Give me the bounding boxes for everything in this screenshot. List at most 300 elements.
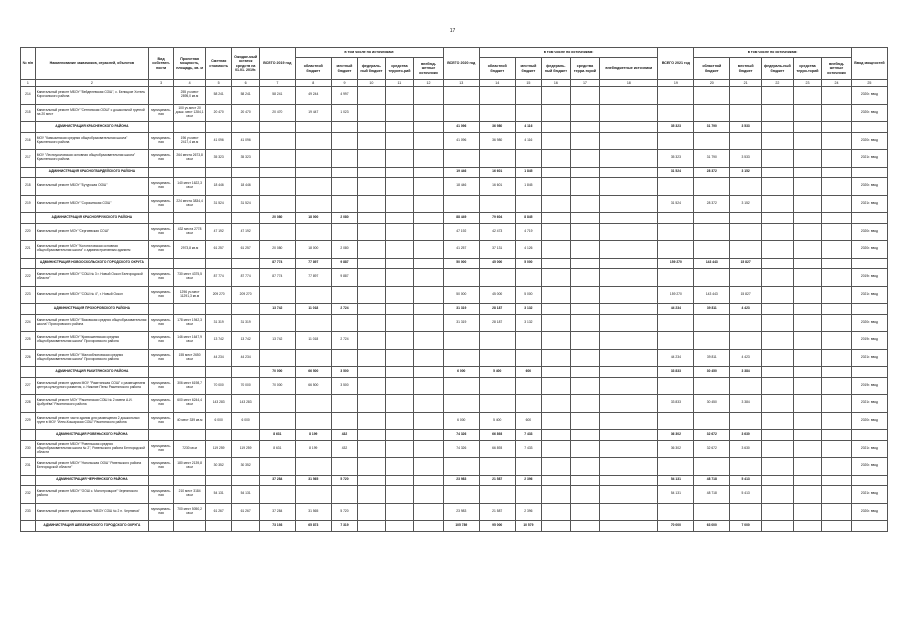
remaining-funds: 35 323 — [232, 150, 259, 168]
federal-2019 — [358, 475, 385, 486]
nonbudget-2021 — [822, 241, 852, 259]
row-number — [21, 430, 36, 441]
territories-2019 — [385, 503, 414, 521]
regional-2021 — [694, 104, 730, 122]
local-2019: 3 500 — [331, 377, 357, 395]
federal-2019 — [358, 377, 385, 395]
col-total-2021: ВСЕГО 2021 год — [658, 48, 694, 80]
local-2020: 5 000 — [515, 258, 541, 269]
incl-label-2021: в том числе по источникам: — [694, 48, 852, 58]
ownership: муниципаль-ная — [148, 241, 173, 259]
remaining-funds: 58 241 — [232, 87, 259, 105]
nonbudget-2021 — [822, 223, 852, 241]
regional-2020: 36 980 — [479, 122, 515, 133]
regional-2021: 28 372 — [694, 167, 730, 178]
commission-year: 2020г. ввод — [851, 412, 887, 430]
commission-year: 2020г. ввод — [851, 241, 887, 259]
federal-2020 — [542, 132, 571, 150]
territories-2020 — [570, 258, 600, 269]
territories-2021 — [793, 269, 822, 287]
remaining-funds: 31 524 — [232, 195, 259, 213]
territories-2020 — [570, 430, 600, 441]
table-row — [21, 269, 888, 287]
regional-2019 — [295, 486, 331, 504]
estimated-cost: 13 742 — [205, 332, 231, 350]
remaining-funds: 30 352 — [232, 458, 259, 476]
territories-2021 — [793, 503, 822, 521]
federal-2021 — [761, 223, 793, 241]
regional-2020: 16 601 — [479, 178, 515, 196]
remaining-funds: 47 192 — [232, 223, 259, 241]
regional-2019: 11 018 — [295, 332, 331, 350]
total-2019 — [259, 167, 295, 178]
remaining-funds: 119 259 — [232, 440, 259, 458]
local-2021: 7 000 — [730, 521, 762, 532]
total-2020: 105 789 — [443, 521, 479, 532]
territories-2021 — [793, 122, 822, 133]
regional-2021 — [694, 178, 730, 196]
total-2020 — [443, 195, 479, 213]
row-number: 219 — [21, 195, 36, 213]
local-2020: 1 845 — [515, 178, 541, 196]
commission-year — [851, 213, 887, 224]
federal-2019 — [358, 223, 385, 241]
commission-year — [851, 167, 887, 178]
regional-2021: 143 443 — [694, 258, 730, 269]
total-2020: 6 000 — [443, 367, 479, 378]
object-name: Капитальный ремонт МБОУ "Нагольская ООШ" Ровеньского района Белгородской области" — [35, 458, 148, 476]
total-2019: 70 000 — [259, 377, 295, 395]
federal-2020 — [542, 377, 571, 395]
estimated-cost: 18 446 — [205, 178, 231, 196]
federal-2020 — [542, 150, 571, 168]
col-capacity: Проектная мощность, площадь, кв. м — [174, 48, 206, 80]
nonbudget-2020 — [600, 241, 658, 259]
regional-2020: 66 893 — [479, 430, 515, 441]
ownership: муниципаль-ная — [148, 104, 173, 122]
regional-2021 — [694, 223, 730, 241]
regional-2021: 32 672 — [694, 440, 730, 458]
empty-cell — [174, 122, 206, 133]
local-2019 — [331, 178, 357, 196]
incl-label-2020: в том числе по источникам: — [479, 48, 658, 58]
local-2019: 9 887 — [331, 269, 357, 287]
local-2020: 2 396 — [515, 503, 541, 521]
regional-2021 — [694, 412, 730, 430]
empty-cell — [232, 167, 259, 178]
territories-2020 — [570, 304, 600, 315]
federal-2020 — [542, 223, 571, 241]
federal-2020 — [542, 395, 571, 413]
local-2019 — [331, 458, 357, 476]
nonbudget-2020 — [600, 223, 658, 241]
nonbudget-2021 — [822, 440, 852, 458]
row-number: 226 — [21, 349, 36, 367]
total-2019 — [259, 314, 295, 332]
local-2019 — [331, 223, 357, 241]
territories-2021 — [793, 87, 822, 105]
src-local-2021: местный бюджет — [730, 58, 762, 80]
local-2019 — [331, 286, 357, 304]
capacity: 224 места 3834,4 кв.м — [174, 195, 206, 213]
federal-2021 — [761, 304, 793, 315]
nonbudget-2020 — [600, 332, 658, 350]
regional-2020: 5 400 — [479, 367, 515, 378]
regional-2021 — [694, 332, 730, 350]
column-number: 25 — [851, 80, 887, 87]
territories-2020 — [570, 150, 600, 168]
nonbudget-2020 — [600, 349, 658, 367]
federal-2020 — [542, 104, 571, 122]
territories-2020 — [570, 314, 600, 332]
estimated-cost: 209 270 — [205, 286, 231, 304]
row-number — [21, 213, 36, 224]
local-2020 — [515, 150, 541, 168]
territories-2021 — [793, 241, 822, 259]
nonbudget-2021 — [822, 521, 852, 532]
total-2020: 19 446 — [443, 167, 479, 178]
object-name: Капитальный ремонт МБОУ "СОШ № 3 г. Новый Оскол Белгородской области" — [35, 269, 148, 287]
total-2019: 73 193 — [259, 521, 295, 532]
nonbudget-2019 — [414, 150, 444, 168]
federal-2020 — [542, 167, 571, 178]
remaining-funds: 87 774 — [232, 269, 259, 287]
local-2021 — [730, 314, 762, 332]
nonbudget-2021 — [822, 195, 852, 213]
row-number: 222 — [21, 269, 36, 287]
total-2020: 18 446 — [443, 178, 479, 196]
regional-2020 — [479, 269, 515, 287]
remaining-funds: 6 000 — [232, 412, 259, 430]
row-number: 224 — [21, 314, 36, 332]
capacity: 255 уч.мест 2895,0 кв.м — [174, 87, 206, 105]
total-2020 — [443, 269, 479, 287]
empty-cell — [174, 213, 206, 224]
nonbudget-2021 — [822, 104, 852, 122]
total-2021: 33 833 — [658, 395, 694, 413]
total-2020: 74 326 — [443, 440, 479, 458]
federal-2021 — [761, 486, 793, 504]
row-number — [21, 167, 36, 178]
local-2020 — [515, 458, 541, 476]
local-2020: 8 845 — [515, 213, 541, 224]
nonbudget-2019 — [414, 367, 444, 378]
ownership: муниципаль-ная — [148, 412, 173, 430]
commission-year: 2021г. ввод — [851, 195, 887, 213]
territories-2020 — [570, 412, 600, 430]
nonbudget-2020 — [600, 503, 658, 521]
regional-2019: 65 873 — [295, 521, 331, 532]
ownership: муниципаль-ная — [148, 332, 173, 350]
empty-cell — [205, 430, 231, 441]
local-2019: 2 724 — [331, 332, 357, 350]
nonbudget-2019 — [414, 486, 444, 504]
empty-cell — [148, 430, 173, 441]
ownership: муниципаль-ная — [148, 486, 173, 504]
capacity: 700 мест 5050,2 кв.м — [174, 503, 206, 521]
local-2020 — [515, 486, 541, 504]
row-number — [21, 304, 36, 315]
capacity: 264 места 2673,8 кв.м — [174, 150, 206, 168]
local-2021: 3 630 — [730, 440, 762, 458]
regional-2019: 77 897 — [295, 258, 331, 269]
nonbudget-2019 — [414, 503, 444, 521]
regional-2021 — [694, 213, 730, 224]
federal-2021 — [761, 377, 793, 395]
local-2021: 3 384 — [730, 395, 762, 413]
local-2019: 5 720 — [331, 503, 357, 521]
column-number: 7 — [259, 80, 295, 87]
investment-table — [20, 47, 888, 532]
local-2021 — [730, 87, 762, 105]
regional-2019 — [295, 195, 331, 213]
ownership: муниципаль-ная — [148, 286, 173, 304]
local-2020: 3 132 — [515, 304, 541, 315]
src-local-2020: местный бюджет — [515, 58, 541, 80]
ownership — [148, 87, 173, 105]
table-row — [21, 458, 888, 476]
federal-2021 — [761, 269, 793, 287]
territories-2020 — [570, 503, 600, 521]
section-name: АДМИНИСТРАЦИЯ РАКИТЯНСКОГО РАЙОНА — [35, 367, 148, 378]
empty-cell — [205, 213, 231, 224]
empty-cell — [174, 258, 206, 269]
column-number: 20 — [694, 80, 730, 87]
col-total-2019: ВСЕГО 2019 год — [259, 48, 295, 80]
ownership: муниципаль-ная — [148, 132, 173, 150]
total-2020: 41 257 — [443, 241, 479, 259]
regional-2019 — [295, 150, 331, 168]
total-2020 — [443, 486, 479, 504]
table-row — [21, 486, 888, 504]
row-number: 230 — [21, 440, 36, 458]
territories-2021 — [793, 286, 822, 304]
empty-cell — [205, 258, 231, 269]
total-2019: 20 470 — [259, 104, 295, 122]
row-number: 218 — [21, 178, 36, 196]
local-2021: 3 384 — [730, 367, 762, 378]
territories-2021 — [793, 104, 822, 122]
commission-year — [851, 475, 887, 486]
table-row — [21, 503, 888, 521]
regional-2020: 28 187 — [479, 304, 515, 315]
regional-2019 — [295, 314, 331, 332]
nonbudget-2020 — [600, 314, 658, 332]
section-name: АДМИНИСТРАЦИЯ РОВЕНЬСКОГО РАЙОНА — [35, 430, 148, 441]
regional-2019 — [295, 395, 331, 413]
row-number: 232 — [21, 486, 36, 504]
estimated-cost: 31 319 — [205, 314, 231, 332]
territories-2019 — [385, 430, 414, 441]
local-2021 — [730, 104, 762, 122]
total-2020 — [443, 458, 479, 476]
row-number: 217 — [21, 150, 36, 168]
regional-2020 — [479, 195, 515, 213]
total-2020: 50 000 — [443, 258, 479, 269]
commission-year: 2020г. ввод — [851, 132, 887, 150]
src-nonbudget-2019: внебюд-жетные источники — [414, 58, 444, 80]
federal-2019 — [358, 104, 385, 122]
empty-cell — [205, 521, 231, 532]
section-name: АДМИНИСТРАЦИЯ ШЕБЕКИНСКОГО ГОРОДСКОГО ОКРУГА — [35, 521, 148, 532]
nonbudget-2021 — [822, 213, 852, 224]
capacity: 2973,8 кв.м — [174, 241, 206, 259]
estimated-cost: 6 000 — [205, 412, 231, 430]
col-name: Наименование заказчиков, отраслей, объектов — [35, 48, 148, 80]
nonbudget-2021 — [822, 87, 852, 105]
total-2021: 44 234 — [658, 349, 694, 367]
federal-2020 — [542, 122, 571, 133]
local-2019: 432 — [331, 440, 357, 458]
federal-2019 — [358, 132, 385, 150]
src-federal-2021: федераль-ный бюджет — [761, 58, 793, 80]
local-2020 — [515, 195, 541, 213]
empty-cell — [205, 122, 231, 133]
column-number: 14 — [479, 80, 515, 87]
nonbudget-2019 — [414, 304, 444, 315]
regional-2020: 21 587 — [479, 503, 515, 521]
ownership: муниципаль-ная — [148, 440, 173, 458]
regional-2019: 31 565 — [295, 503, 331, 521]
col-commission: Ввод мощностей — [851, 48, 887, 80]
local-2021 — [730, 178, 762, 196]
nonbudget-2020 — [600, 486, 658, 504]
estimated-cost: 119 259 — [205, 440, 231, 458]
federal-2019 — [358, 87, 385, 105]
capacity: 432 места 2778 кв.м — [174, 223, 206, 241]
local-2020: 4 126 — [515, 241, 541, 259]
nonbudget-2020 — [600, 475, 658, 486]
territories-2019 — [385, 195, 414, 213]
nonbudget-2020 — [600, 87, 658, 105]
object-name: Капитальный ремонт МБОУ "Сорокинская СОШ" — [35, 195, 148, 213]
table-row — [21, 87, 888, 105]
local-2020: 4 116 — [515, 122, 541, 133]
territories-2020 — [570, 178, 600, 196]
regional-2019: 66 500 — [295, 367, 331, 378]
federal-2019 — [358, 304, 385, 315]
local-2020: 600 — [515, 412, 541, 430]
local-2019 — [331, 195, 357, 213]
local-2019 — [331, 486, 357, 504]
federal-2019 — [358, 258, 385, 269]
regional-2021: 31 790 — [694, 122, 730, 133]
federal-2021 — [761, 167, 793, 178]
territories-2021 — [793, 412, 822, 430]
empty-cell — [205, 167, 231, 178]
nonbudget-2020 — [600, 377, 658, 395]
regional-2021: 31 790 — [694, 150, 730, 168]
row-number: 215 — [21, 104, 36, 122]
page-number: 17 — [449, 28, 456, 34]
federal-2021 — [761, 122, 793, 133]
nonbudget-2020 — [600, 150, 658, 168]
row-number: 233 — [21, 503, 36, 521]
capacity: 306 мест 6198,7 кв.м — [174, 377, 206, 395]
nonbudget-2020 — [600, 521, 658, 532]
total-2019 — [259, 486, 295, 504]
table-row — [21, 195, 888, 213]
nonbudget-2019 — [414, 349, 444, 367]
federal-2019 — [358, 213, 385, 224]
regional-2021 — [694, 503, 730, 521]
col-total-2020: ВСЕГО 2020 год — [443, 48, 479, 80]
row-number: 227 — [21, 377, 36, 395]
territories-2019 — [385, 258, 414, 269]
nonbudget-2020 — [600, 104, 658, 122]
total-2021: 31 524 — [658, 195, 694, 213]
territories-2021 — [793, 258, 822, 269]
nonbudget-2021 — [822, 167, 852, 178]
nonbudget-2020 — [600, 178, 658, 196]
local-2019 — [331, 150, 357, 168]
empty-cell — [232, 475, 259, 486]
total-2021 — [658, 104, 694, 122]
federal-2020 — [542, 195, 571, 213]
col-cost: Сметная стоимость — [205, 48, 231, 80]
column-number: 5 — [205, 80, 231, 87]
commission-year: 2020г. ввод — [851, 223, 887, 241]
empty-cell — [232, 213, 259, 224]
regional-2019: 77 897 — [295, 269, 331, 287]
section-name: АДМИНИСТРАЦИЯ ЧЕРНЯНСКОГО РАЙОНА — [35, 475, 148, 486]
federal-2020 — [542, 178, 571, 196]
table-row — [21, 286, 888, 304]
territories-2020 — [570, 521, 600, 532]
federal-2021 — [761, 521, 793, 532]
federal-2021 — [761, 412, 793, 430]
federal-2019 — [358, 332, 385, 350]
column-number: 22 — [761, 80, 793, 87]
regional-2020: 21 587 — [479, 475, 515, 486]
territories-2021 — [793, 167, 822, 178]
nonbudget-2019 — [414, 412, 444, 430]
src-territories-2021: средства терри-торий — [793, 58, 822, 80]
table-row — [21, 395, 888, 413]
empty-cell — [148, 367, 173, 378]
regional-2020: 36 980 — [479, 132, 515, 150]
regional-2021: 48 718 — [694, 486, 730, 504]
territories-2020 — [570, 367, 600, 378]
territories-2020 — [570, 395, 600, 413]
regional-2020 — [479, 87, 515, 105]
total-2019: 87 774 — [259, 258, 295, 269]
federal-2021 — [761, 440, 793, 458]
territories-2021 — [793, 440, 822, 458]
territories-2019 — [385, 395, 414, 413]
federal-2021 — [761, 314, 793, 332]
commission-year — [851, 367, 887, 378]
federal-2020 — [542, 314, 571, 332]
nonbudget-2019 — [414, 104, 444, 122]
total-2019: 37 284 — [259, 475, 295, 486]
table-row — [21, 150, 888, 168]
ownership: муниципаль-ная — [148, 349, 173, 367]
nonbudget-2021 — [822, 314, 852, 332]
total-2020 — [443, 349, 479, 367]
local-2021: 3 533 — [730, 122, 762, 133]
local-2020: 7 433 — [515, 430, 541, 441]
local-2021 — [730, 377, 762, 395]
total-2020: 88 449 — [443, 213, 479, 224]
local-2019: 2 724 — [331, 304, 357, 315]
nonbudget-2021 — [822, 395, 852, 413]
src-local-2019: местный бюджет — [331, 58, 357, 80]
total-2021: 36 302 — [658, 430, 694, 441]
local-2019 — [331, 395, 357, 413]
column-number: 1 — [21, 80, 36, 87]
nonbudget-2019 — [414, 440, 444, 458]
